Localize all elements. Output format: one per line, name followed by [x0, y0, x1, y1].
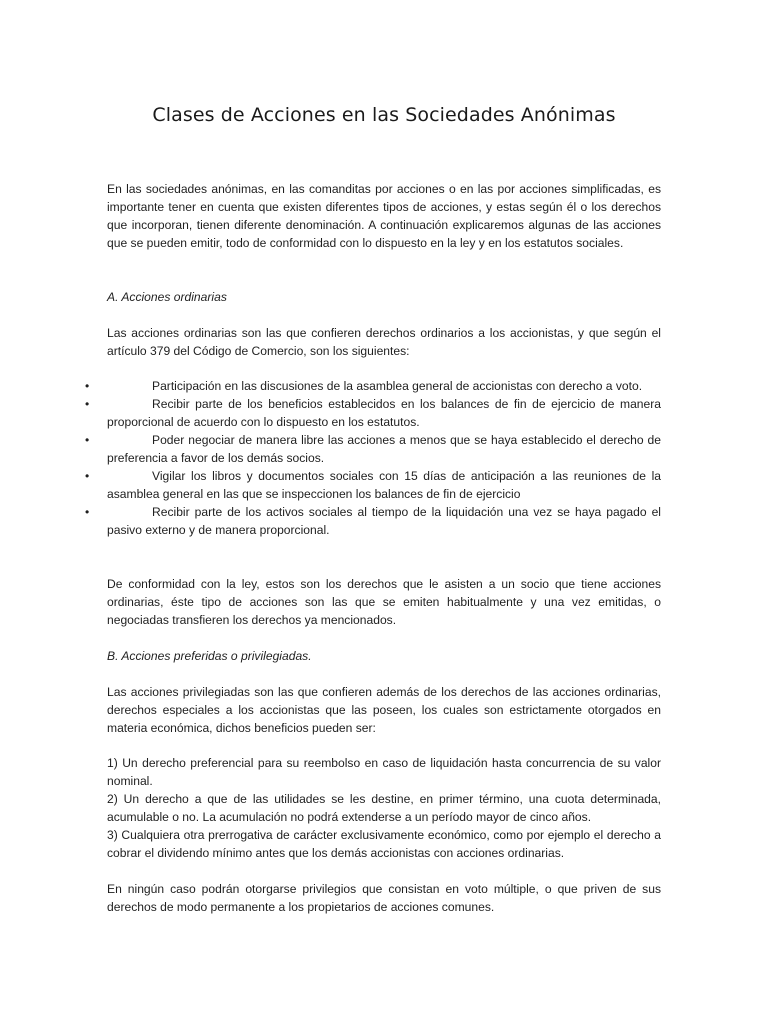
section-a-heading: A. Acciones ordinarias: [107, 290, 227, 304]
bullet-icon: •: [85, 469, 90, 483]
list-item-text: Vigilar los libros y documentos sociales con 15 días de anticipación a las reuniones de la asamblea general en las que se inspeccionen los balances de fin de ejercicio: [107, 469, 661, 501]
list-item: [85, 503, 661, 539]
list-item-text: Participación en las discusiones de la asamblea general de accionistas con derecho a voto.: [152, 379, 643, 393]
bullet-icon: •: [85, 379, 90, 393]
list-item-text: Recibir parte de los activos sociales al tiempo de la liquidación una vez se haya pagado el pasivo externo y de manera proporcional.: [107, 505, 661, 537]
list-item-text: Poder negociar de manera libre las acciones a menos que se haya establecido el derecho de preferencia a favor de los demás socios.: [107, 433, 661, 465]
list-item: [85, 467, 661, 503]
section-b-closing: En ningún caso podrán otorgarse privilegios que consistan en voto múltiple, o que priven de sus derechos de modo permanente a los propietarios de acciones comunes.: [107, 882, 661, 914]
intro-paragraph: En las sociedades anónimas, en las comanditas por acciones o en las por acciones simplificadas, es importante tener en cuenta que existen diferentes tipos de acciones, y estas según él o los derechos que incorporan, tienen diferente denominación. A continuación explicaremos algunas de las acciones que se pueden emitir, todo de conformidad con lo dispuesto en la ley y en los estatutos sociales.: [107, 182, 661, 250]
bullet-icon: •: [85, 505, 90, 519]
list-item: 1) Un derecho preferencial para su reembolso en caso de liquidación hasta concurrencia de su valor nominal.: [107, 756, 661, 788]
list-item: 3) Cualquiera otra prerrogativa de carácter exclusivamente económico, como por ejemplo el derecho a cobrar el dividendo mínimo antes que los demás accionistas con acciones ordinarias.: [107, 828, 661, 860]
list-item-text: Recibir parte de los beneficios establecidos en los balances de fin de ejercicio de manera proporcional de acuerdo con lo dispuesto en los estatutos.: [107, 397, 661, 429]
ordinary-rights-list: [85, 377, 661, 539]
list-item: [85, 377, 661, 395]
list-item: [85, 395, 661, 431]
bullet-icon: •: [85, 433, 90, 447]
section-a-intro: Las acciones ordinarias son las que confieren derechos ordinarios a los accionistas, y que según el artículo 379 del Código de Comercio, son los siguientes:: [107, 326, 661, 358]
section-a-closing: De conformidad con la ley, estos son los derechos que le asisten a un socio que tiene acciones ordinarias, éste tipo de acciones son las que se emiten habitualmente y una vez emitidas, o negociadas transfieren los derechos ya mencionados.: [107, 577, 661, 627]
document-title: Clases de Acciones en las Sociedades Anónimas: [152, 104, 616, 126]
privileges-list: [107, 754, 661, 862]
section-b-heading: B. Acciones preferidas o privilegiadas.: [107, 649, 312, 663]
list-item: [85, 431, 661, 467]
section-b-intro: Las acciones privilegiadas son las que confieren además de los derechos de las acciones ordinarias, derechos especiales a los accionistas que las poseen, los cuales son estrictamente otorgados en materia económica, dichos beneficios pueden ser:: [107, 685, 661, 735]
list-item: 2) Un derecho a que de las utilidades se les destine, en primer término, una cuota determinada, acumulable o no. La acumulación no podrá extenderse a un período mayor de cinco años.: [107, 792, 661, 824]
bullet-icon: •: [85, 397, 90, 411]
